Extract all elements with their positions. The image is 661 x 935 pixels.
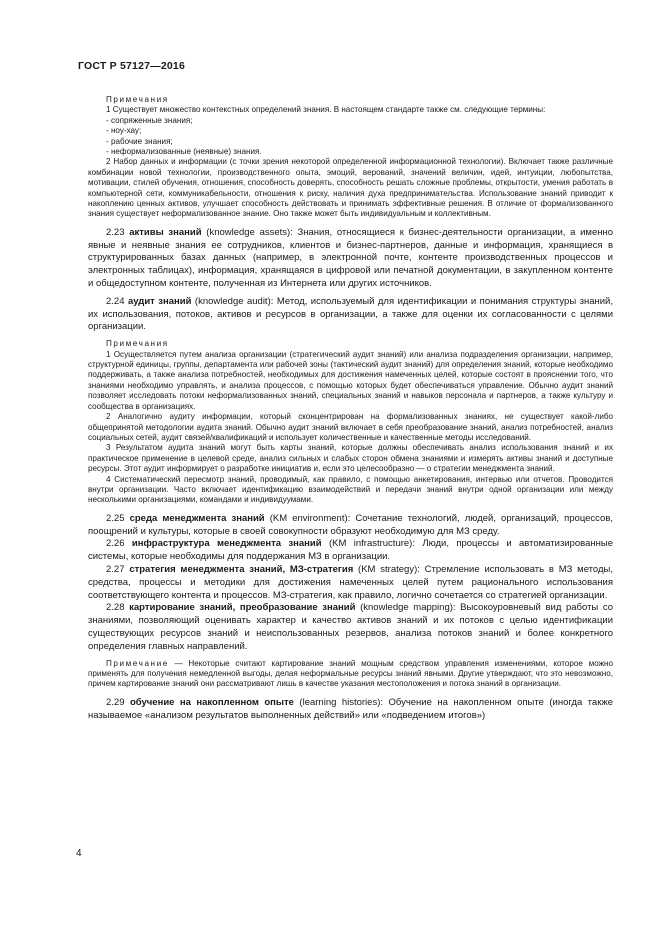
term-name: картирование знаний, преобразование знаний [129,602,356,614]
note-title: Примечания [106,95,169,104]
term-definition: (knowledge audit): Метод, используемый для идентификации и понимания структуры знаний, их использования, потоков, активов и ресурсов в организации, а также для оценки их согласованности с целями организации. [88,295,613,333]
note-1-item: - неформализованные (неявные) знания. [106,147,262,157]
note-block-mapping [88,659,613,690]
term-number: 2.29 [106,696,125,708]
term-number: 2.28 [106,602,125,614]
term-number: 2.23 [106,226,125,238]
note-1-item: - сопряженные знания; [106,115,193,125]
term-number: 2.25 [106,512,125,524]
term-number: 2.27 [106,563,125,575]
page-number: 4 [76,848,82,859]
audit-note: 2 Аналогично аудиту информации, который сконцентрирован на формализованных знаниях, не существует какой-либо общепринятой методологии аудита знаний. Обычно аудит знаний включает в себя преобразование знаний, анализ потребностей, анализ социальных сетей, аудит связей/квалификаций и использует количественные и качественные методы исследований. [88,412,613,442]
document-body [88,95,613,727]
note-block-audit [88,339,613,506]
definition-2-23 [88,227,613,291]
note-block-knowledge [88,95,613,220]
definition-2-27 [88,564,613,602]
term-name: активы знаний [129,226,202,238]
term-definition: (knowledge mapping): Высокоуровневый вид работы со знаниями, позволяющий оценивать характер и качество активов знаний и их потоков с целью идентификации существующих ресурсов знаний и неиспользованных резервов, анализа потоков знаний и более конкретного определения главных направлений. [88,602,614,652]
note-1-item: - ноу-хау; [106,126,142,136]
term-definition: (learning histories): Обучение на накопленном опыте (иногда также называемое «анализом результатов выполненных действий» или «подведением итогов») [88,696,613,721]
term-definition: (KM strategy): Стремление использовать в МЗ методы, средства, процессы и методики для достижения намеченных целей путем рационального использования соответствующего контента и процессов. МЗ-стратегия, как правило, логично сочетается со стратегией организации. [88,563,614,601]
definition-2-26 [88,538,613,564]
definition-2-28 [88,602,613,653]
note-2: 2 Набор данных и информации (с точки зрения некоторой определенной информационной технологии). Включает также различные комбинации новой технологии, производственного опыта, эмоций, верований, значений величин, идей, интуиции, любопытства, мотивации, стилей обучения, отношения, способность доверять, способность решать сложные проблемы, открытости, умения работать в компьютерной сети, коммуникабельности, отношения к риску, наличия духа предпринимательства. Использование знаний приводит к накоплению ценных активов, улучшает способность действовать и принимать эффективные решения. В отличие от формализованного знания существует неформализованное знание. Оно также может быть индивидуальным и коллективным. [88,157,613,219]
term-name: среда менеджмента знаний [129,512,265,524]
term-name: стратегия менеджмента знаний, МЗ-стратегия [129,563,354,575]
term-definition: (KM environment): Сочетание технологий, людей, организаций, процессов, поощрений и культуры, которые в своей совокупности образуют необходимую для МЗ среду. [88,512,614,537]
term-definition: (KM infrastructure): Люди, процессы и автоматизированные системы, которые необходимы для поддержания МЗ в организации. [88,538,613,563]
note-1-item: - рабочие знания; [106,136,173,146]
term-definition: (knowledge assets): Знания, относящиеся к бизнес-деятельности организации, а именно явные и неявные знания ее сотрудников, клиентов и бизнес-партнеров, данные и информация, хранящиеся в структурированных базах данных (например, в электронной почте, контенте производственных процессов и электронных таблицах), информация, хранящаяся в цифровой или печатной документации, в закупленном контенте и общедоступном контенте, полученная из Интернета или других источников. [88,226,613,290]
note-1-intro: 1 Существует множество контекстных определений знания. В настоящем стандарте также см. следующие термины: [106,105,546,115]
audit-note: 3 Результатом аудита знаний могут быть карты знаний, которые должны обеспечивать анализ использования знаний и их практическое применение в целевой среде, анализ сильных и слабых сторон обмена знаниями и измерять активы знаний и доступные ресурсы. Этот аудит информирует о разработке инициатив и, если это целесообразно — о стратегии менеджмента знаний. [88,443,613,474]
definition-2-25 [88,513,613,539]
definition-2-24 [88,296,613,334]
note-title: Примечания [106,339,169,349]
audit-note: 1 Осуществляется путем анализа организации (стратегический аудит знаний) или анализа подразделения организации, например, структурной единицы, группы, департамента или рабочей зоны (тактический аудит знаний) для определения знаний, которые необходимо поддерживать, а также анализа потребностей, необходимых для достижения намеченных целей, которые состоят в прояснении того, что знаниями необходимо управлять, и анализа процессов, с помощью которых будет обеспечиваться управление. Обычно аудит знаний позволяет исследовать потоки неформализованных знаний, специальных знаний и навыков персонала и партнеров, а также культуру и сообщества в организациях. [88,349,613,411]
term-number: 2.26 [106,538,125,550]
definition-2-29 [88,697,613,723]
document-header: ГОСТ Р 57127—2016 [78,60,186,72]
term-name: обучение на накопленном опыте [129,696,294,708]
note-label: Примечание [106,658,169,668]
term-number: 2.24 [106,295,125,307]
audit-note: 4 Систематический пересмотр знаний, проводимый, как правило, с помощью анкетирования, интервью или отчетов. Проводится внутри организации. Часто включает идентификацию взаимодействий и передачи знаний внутри одной организации или между несколькими организациями, командами и индивидуумами. [88,474,613,505]
term-name: аудит знаний [127,295,192,307]
note-text: — Некоторые считают картирование знаний мощным средством управления изменениями, которое можно применять для получения немедленной выгоды, делая неформальные ресурсы знаний явными. Другие утверждают, что это невозможно, причем картирование знаний они рассматривают лишь в качестве указания местоположения и потока знаний в организации. [88,658,613,689]
term-name: инфраструктура менеджмента знаний [131,538,322,550]
